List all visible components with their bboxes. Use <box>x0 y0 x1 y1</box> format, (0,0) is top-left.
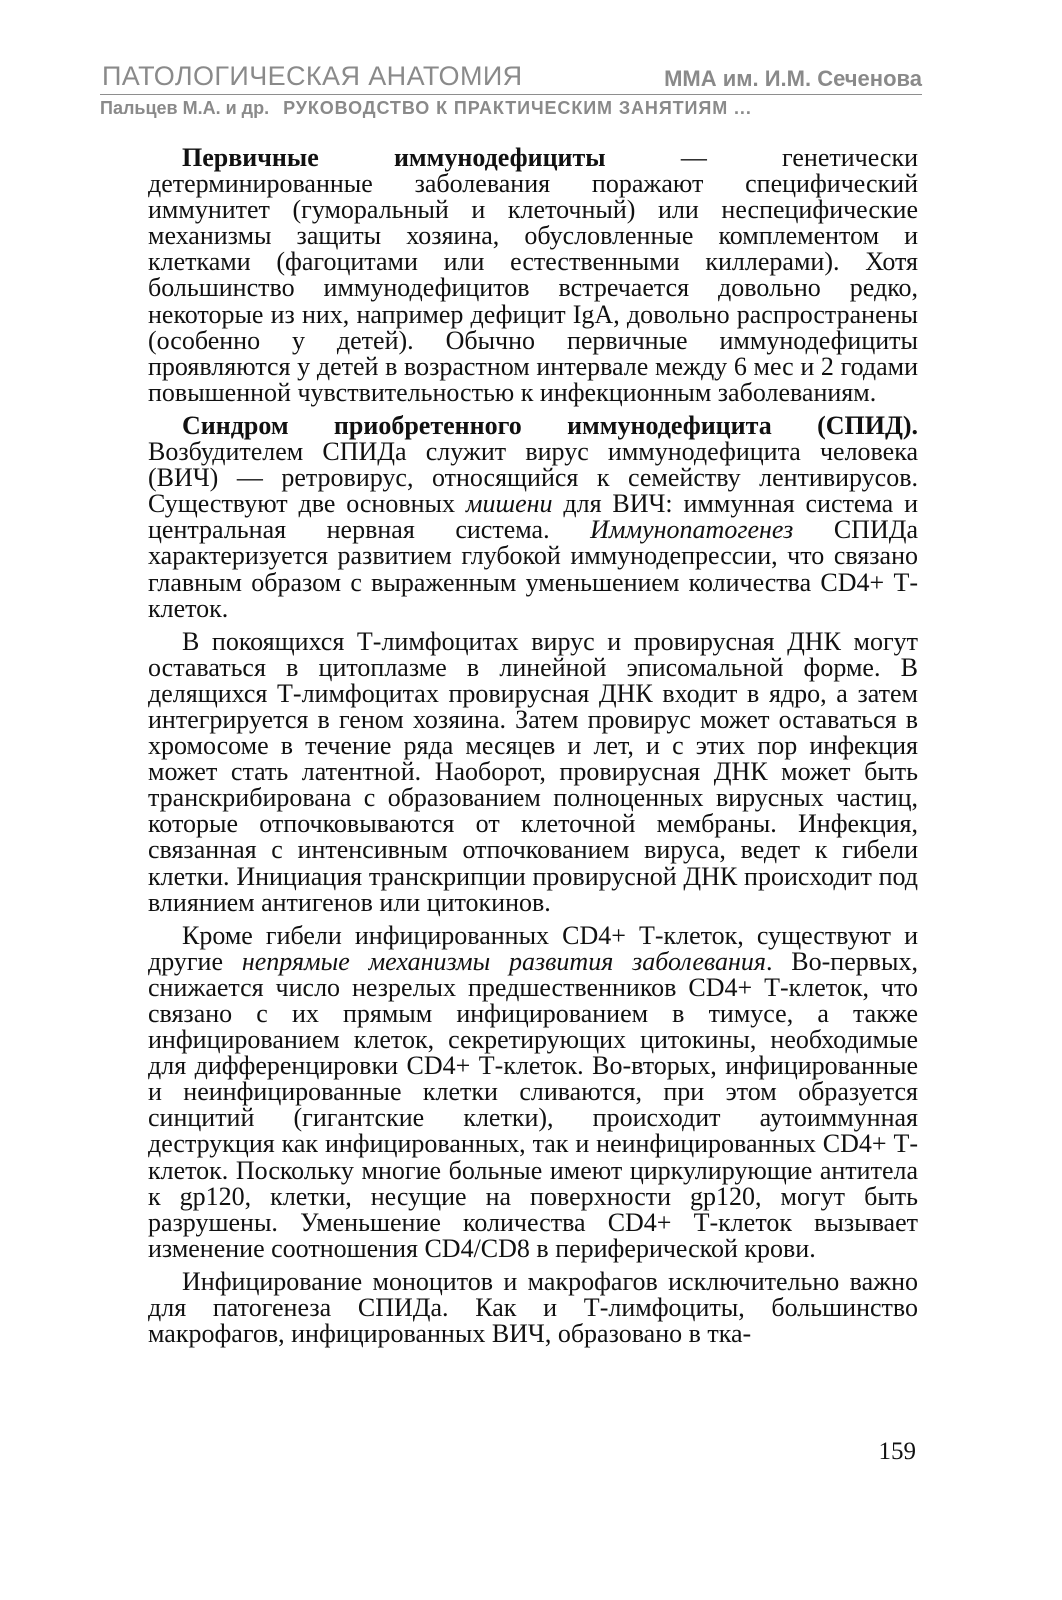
term-primary-immunodeficiency: Первичные иммунодефициты <box>182 143 606 172</box>
paragraph-macrophages <box>148 1266 918 1349</box>
header-subject: ПАТОЛОГИЧЕСКАЯ АНАТОМИЯ <box>102 61 523 91</box>
header-institution: ММА им. И.М. Сеченова <box>664 66 922 91</box>
emphasis-immunopathogenesis: Иммунопатогенез <box>590 515 794 545</box>
emphasis-targets: мишени <box>465 489 553 519</box>
body-text <box>148 145 918 1347</box>
header-book-title: РУКОВОДСТВО К ПРАКТИЧЕСКИМ ЗАНЯТИЯМ ... <box>283 98 752 118</box>
paragraph-text: Возбудителем СПИДа служит вирус иммунодефицита человека (ВИЧ) — ретровирус, относящийся к семейству лентивирусов. Существуют две основных <box>148 437 918 519</box>
paragraph-text: для ВИЧ: иммунная система и центральная нервная система. <box>148 489 918 545</box>
running-subheader <box>100 98 752 119</box>
term-aids: Синдром приобретенного иммунодефицита (СПИД). <box>182 410 918 440</box>
paragraph-text: Кроме гибели инфицированных CD4+ Т-клеток, существуют и другие <box>148 920 918 976</box>
running-header <box>100 60 922 95</box>
page-number: 159 <box>878 1438 916 1465</box>
paragraph-aids <box>148 410 918 623</box>
paragraph-text: В покоящихся Т-лимфоцитах вирус и провирусная ДНК могут оставаться в цитоплазме в линейной эписомальной форме. В делящихся Т-лимфоцитах провирусная ДНК входит в ядро, а затем интегрируется в геном хозяина. Затем провирус может оставаться в хромосоме в течение ряда месяцев и лет, и с этих пор инфекция может стать латентной. Наоборот, провирусная ДНК может быть транскрибирована с образованием полноценных вирусных частиц, которые отпочковываются от клеточной мембраны. Инфекция, связанная с интенсивным отпочкованием вируса, ведет к гибели клетки. Инициация транскрипции провирусной ДНК происходит под влиянием антигенов или цитокинов. <box>148 626 918 917</box>
paragraph-text: СПИДа характеризуется развитием глубокой иммунодепрессии, что связано главным образом с выраженным уменьшением количества CD4+ Т-клеток. <box>148 515 918 623</box>
paragraph-indirect-mechanisms <box>148 920 918 1263</box>
paragraph-primary-immunodeficiency <box>148 145 918 406</box>
emphasis-indirect-mechanisms: непрямые механизмы развития заболевания <box>241 946 766 976</box>
paragraph-text: Инфицирование моноцитов и макрофагов исключительно важно для патогенеза СПИДа. Как и Т-лимфоциты, большинство макрофагов, инфицированных ВИЧ, образовано в тка- <box>148 1266 918 1349</box>
paragraph-text: — генетически детерминированные заболевания поражают специфический иммунитет (гуморальный и клеточный) или неспецифические механизмы защиты хозяина, обусловленные комплементом и клетками (фагоцитами или естественными киллерами). Хотя большинство иммунодефицитов встречается довольно редко, некоторые из них, например дефицит IgA, довольно распространены (особенно у детей). Обычно первичные иммунодефициты проявляются у детей в возрастном интервале между 6 мес и 2 годами повышенной чувствительностью к инфекционным заболеваниям. <box>148 143 918 407</box>
paragraph-text: . Во-первых, снижается число незрелых предшественников CD4+ Т-клеток, что связано с их прямым инфицированием в тимусе, а также инфицированием клеток, секретирующих цитокины, необходимые для дифференцировки CD4+ Т-клеток. Во-вторых, инфицированные и неинфицированные клетки сливаются, при этом образуется синцитий (гигантские клетки), происходит аутоиммунная деструкция как инфицированных, так и неинфицированных CD4+ Т-клеток. Поскольку многие больные имеют циркулирующие антитела к gp120, клетки, несущие на поверхности gp120, могут быть разрушены. Уменьшение количества CD4+ Т-клеток вызывает изменение соотношения CD4/CD8 в периферической крови. <box>148 946 918 1263</box>
header-authors: Пальцев М.А. и др. <box>100 98 270 118</box>
paragraph-provirus <box>148 626 918 917</box>
